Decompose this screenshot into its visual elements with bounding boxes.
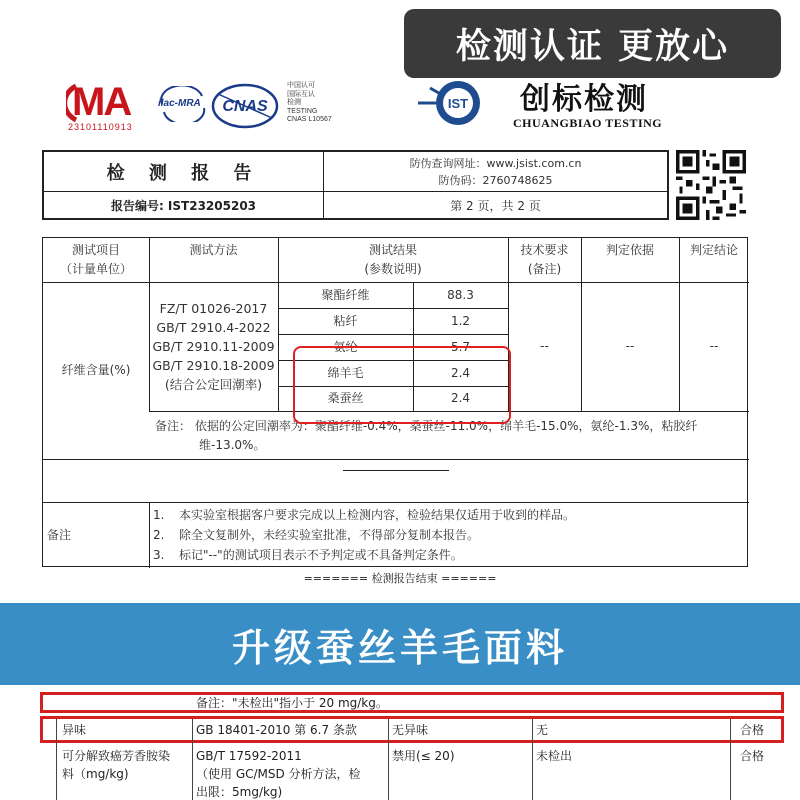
judgment-basis-value: --: [625, 339, 635, 353]
note-line: 维-13.0%。: [199, 438, 266, 452]
remarks-label: 备注: [47, 527, 72, 542]
remark-text: 标记"--"的测试项目表示不予判定或不具备判定条件。: [179, 548, 463, 562]
remark-item: [153, 545, 743, 565]
verify-code: 防伪码：2760748625: [438, 173, 553, 187]
test-item-fiber-content: 纤维含量(%): [61, 363, 131, 377]
column-header-requirement: [508, 238, 581, 282]
anti-counterfeit-info: [324, 152, 667, 192]
cnas-fine-line: 中国认可: [287, 82, 315, 89]
column-header-result: [278, 238, 508, 282]
verify-url: 防伪查询网址：www.jsist.com.cn: [409, 156, 582, 170]
test-method-note: (结合公定回潮率): [164, 377, 263, 392]
column-header-subtext: (备注): [527, 262, 562, 276]
remark-number: 3.: [153, 548, 165, 562]
method-line: 出限：5mg/kg): [196, 785, 283, 799]
highlight-box: [293, 346, 511, 424]
aromatic-amine-conclusion: 合格: [740, 749, 765, 763]
cnas-fine-line: 国际互认: [287, 90, 315, 98]
report-header: [42, 150, 669, 220]
cnas-logo-text: CNAS: [222, 98, 268, 115]
remark-item: [153, 525, 743, 545]
fiber-name: 粘纤: [333, 313, 358, 328]
cnas-fine-line: CNAS L10567: [287, 116, 332, 123]
test-item-odor: 异味: [62, 723, 87, 737]
odor-conclusion: 合格: [740, 723, 765, 737]
fabric-upgrade-banner: 升级蚕丝羊毛面料: [0, 603, 800, 685]
conclusion-value: --: [709, 339, 719, 353]
column-header-subtext: (参数说明): [364, 262, 422, 276]
fiber-name: 桑蚕丝: [327, 391, 364, 405]
blank-row-dash: [343, 470, 449, 471]
test-method: GB/T 2910.4-2022: [156, 320, 271, 335]
fiber-value: 2.4: [450, 391, 471, 405]
brand-name: 创标检测: [520, 82, 648, 117]
cma-logo-text: MA: [72, 80, 131, 124]
column-header-item: [43, 238, 149, 282]
fiber-value: 2.4: [450, 365, 471, 380]
cnas-logo: [210, 82, 280, 130]
aromatic-amine-result: 未检出: [536, 749, 573, 763]
remark-number: 2.: [153, 528, 165, 542]
cnas-fine-print: [287, 82, 332, 125]
ist-logo-text: IST: [447, 96, 469, 111]
column-header-method: 测试方法: [189, 243, 238, 257]
test-item-aromatic-amine: [62, 747, 170, 783]
test-method: FZ/T 01026-2017: [159, 301, 268, 316]
top-banner: 检测认证 更放心: [404, 9, 781, 78]
test-method: GB/T 2910.18-2009: [152, 358, 275, 373]
column-header-conclusion: 判定结论: [689, 243, 738, 257]
qr-code: [676, 150, 746, 220]
remark-text: 除全文复制外，未经实验室批准，不得部分复制本报告。: [179, 528, 480, 542]
remark-number: 1.: [153, 508, 165, 522]
report-title: 检 测 报 告: [44, 152, 324, 192]
column-header-basis: 判定依据: [605, 243, 654, 257]
aromatic-amine-requirement: 禁用(≤ 20): [392, 749, 455, 763]
ilac-mra-logo: [158, 86, 208, 122]
column-header-text: 测试项目: [71, 243, 120, 257]
secondary-test-table: [0, 690, 800, 800]
note-line: 备注： 依据的公定回潮率为：聚酯纤维-0.4%，桑蚕丝-11.0%，绵羊毛-15.0%，氨纶-1.3%，粘胶纤: [155, 419, 698, 433]
fiber-value: 5.7: [450, 339, 471, 354]
report-end-marker: ======= 检测报告结束 ======: [303, 572, 497, 585]
odor-requirement: 无异味: [392, 723, 429, 737]
cnas-fine-line: TESTING: [287, 107, 318, 115]
aromatic-amine-method: [196, 747, 361, 800]
remark-text: 本实验室根据客户要求完成以上检测内容，检验结果仅适用于收到的样品。: [179, 508, 576, 522]
fiber-name: 绵羊毛: [327, 365, 364, 380]
fiber-value: 1.2: [450, 313, 471, 328]
cma-number: 23101110913: [68, 122, 133, 132]
report-number: 报告编号: IST23205203: [44, 192, 324, 218]
column-header-text: 测试结果: [368, 243, 417, 257]
ilac-mra-text: ilac-MRA: [158, 98, 201, 109]
cnas-fine-line: 检测: [287, 99, 301, 106]
column-header-subtext: （计量单位）: [59, 262, 132, 276]
odor-method: GB 18401-2010 第 6.7 条款: [196, 723, 357, 737]
fiber-value: 88.3: [447, 287, 474, 302]
cma-logo: [66, 80, 156, 138]
item-line: 可分解致癌芳香胺染: [62, 749, 171, 763]
odor-result: 无: [536, 723, 549, 737]
fiber-name: 氨纶: [333, 339, 358, 354]
technical-requirement-value: --: [540, 339, 549, 353]
remarks-list: [153, 505, 743, 565]
brand-name-english: CHUANGBIAO TESTING: [513, 116, 663, 130]
test-method: GB/T 2910.11-2009: [152, 339, 275, 354]
bottom-note: 备注："未检出"指小于 20 mg/kg。: [196, 696, 388, 710]
fiber-name: 聚酯纤维: [321, 287, 370, 302]
item-line: 料（mg/kg): [62, 767, 129, 781]
remark-item: [153, 505, 743, 525]
test-method-list: [149, 282, 278, 411]
page-indicator: 第 2 页，共 2 页: [450, 198, 541, 213]
method-line: GB/T 17592-2011: [196, 749, 302, 763]
column-header-text: 技术要求: [520, 243, 569, 257]
method-line: （使用 GC/MSD 分析方法，检: [196, 767, 361, 781]
ist-logo: [416, 78, 488, 128]
